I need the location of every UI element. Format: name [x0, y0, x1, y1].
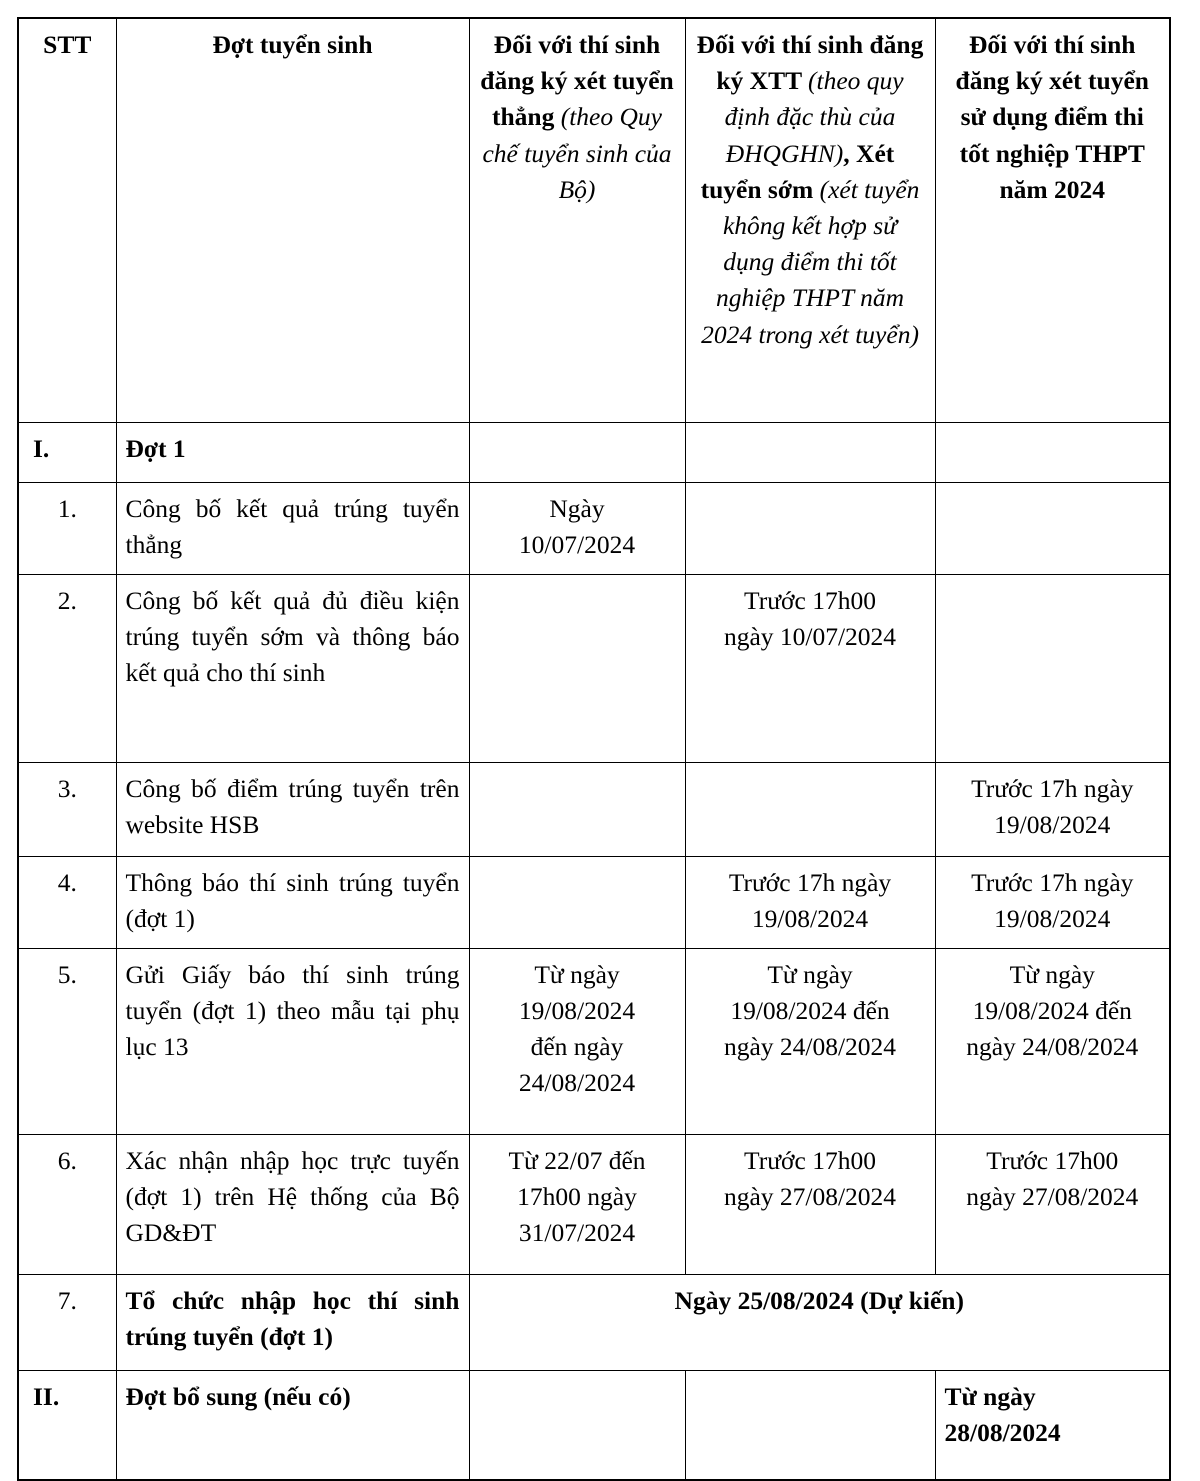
row-task: Công bố kết quả trúng tuyển thẳng — [116, 482, 469, 574]
table-row — [18, 856, 1170, 948]
table-row — [18, 1370, 1170, 1480]
value-line: 19/08/2024 đến — [972, 995, 1132, 1025]
value-line: Trước 17h00 — [744, 1145, 876, 1175]
row-direct-admission — [469, 1134, 685, 1274]
row-direct-admission — [469, 482, 685, 574]
column-header-early-admission-label: Đối với thí sinh đăng ký XTT (theo quy định đặc thù của ĐHQGHN), Xét tuyển sớm (xét tuyển không kết hợp sử dụng điểm thi tốt nghiệp THPT năm 2024 trong xét tuyển) — [696, 30, 924, 349]
header-row — [18, 18, 1170, 422]
table-row — [18, 1274, 1170, 1370]
table-header — [18, 18, 1170, 422]
row-thpt-score — [935, 856, 1170, 948]
row-early-admission — [685, 762, 935, 856]
value-line: đến ngày — [530, 1031, 624, 1061]
value-line: Trước 17h00 — [744, 585, 876, 615]
table-row — [18, 948, 1170, 1134]
column-header-direct-admission-label: Đối với thí sinh đăng ký xét tuyển thẳng (theo Quy chế tuyển sinh của Bộ) — [480, 30, 674, 204]
column-header-direct-admission — [469, 18, 685, 422]
row-task: Tổ chức nhập học thí sinh trúng tuyển (đợt 1) — [116, 1274, 469, 1370]
column-header-early-admission — [685, 18, 935, 422]
row-stt: 1. — [18, 482, 116, 574]
row-direct-admission — [469, 856, 685, 948]
row-task: Công bố kết quả đủ điều kiện trúng tuyển sớm và thông báo kết quả cho thí sinh — [116, 574, 469, 762]
column-header-stt-label: STT — [43, 30, 92, 59]
value-line: 28/08/2024 — [944, 1417, 1061, 1447]
value-line: ngày 10/07/2024 — [723, 621, 897, 651]
row-thpt-score — [935, 1134, 1170, 1274]
row-direct-admission — [469, 762, 685, 856]
row-task: Thông báo thí sinh trúng tuyển (đợt 1) — [116, 856, 469, 948]
value-line: Trước 17h00 — [986, 1145, 1119, 1175]
row-task: Đợt 1 — [116, 422, 469, 482]
value-line: 19/08/2024 đến — [730, 995, 890, 1025]
value-line: ngày 27/08/2024 — [723, 1181, 897, 1211]
row-thpt-score — [935, 1370, 1170, 1480]
value-line: Ngày — [549, 493, 605, 523]
row-stt: II. — [18, 1370, 116, 1480]
row-early-admission — [685, 482, 935, 574]
table-row — [18, 762, 1170, 856]
row-thpt-score — [935, 762, 1170, 856]
row-early-admission — [685, 574, 935, 762]
table-row — [18, 482, 1170, 574]
row-task: Xác nhận nhập học trực tuyến (đợt 1) trên Hệ thống của Bộ GD&ĐT — [116, 1134, 469, 1274]
row-early-admission — [685, 856, 935, 948]
table-body — [18, 422, 1170, 1480]
row-stt: 2. — [18, 574, 116, 762]
row-merged-value: Ngày 25/08/2024 (Dự kiến) — [469, 1274, 1170, 1370]
row-early-admission — [685, 1134, 935, 1274]
row-task: Đợt bổ sung (nếu có) — [116, 1370, 469, 1480]
value-line: 19/08/2024 — [751, 903, 869, 933]
column-header-stt — [18, 18, 116, 422]
value-line: ngày 24/08/2024 — [723, 1031, 897, 1061]
value-line: ngày 27/08/2024 — [966, 1181, 1139, 1211]
value-line: Trước 17h ngày — [971, 773, 1134, 803]
row-thpt-score — [935, 482, 1170, 574]
row-stt: I. — [18, 422, 116, 482]
value-line: 19/08/2024 — [994, 809, 1111, 839]
row-stt: 6. — [18, 1134, 116, 1274]
row-stt: 5. — [18, 948, 116, 1134]
value-line: Từ ngày — [534, 959, 620, 989]
table-row — [18, 574, 1170, 762]
row-direct-admission — [469, 422, 685, 482]
value-line: Từ 22/07 đến — [508, 1145, 646, 1175]
row-thpt-score — [935, 948, 1170, 1134]
column-header-thpt-score — [935, 18, 1170, 422]
row-stt: 7. — [18, 1274, 116, 1370]
row-stt: 3. — [18, 762, 116, 856]
table-row — [18, 1134, 1170, 1274]
value-line: Trước 17h ngày — [728, 867, 892, 897]
row-thpt-score — [935, 574, 1170, 762]
value-line: 17h00 ngày — [517, 1181, 637, 1211]
value-line: Từ ngày — [1009, 959, 1095, 989]
row-early-admission — [685, 422, 935, 482]
value-line: Từ ngày — [767, 959, 853, 989]
value-line: Từ ngày — [944, 1381, 1036, 1411]
row-direct-admission — [469, 1370, 685, 1480]
value-line: 31/07/2024 — [518, 1217, 636, 1247]
column-header-thpt-score-label: Đối với thí sinh đăng ký xét tuyển sử dụng điểm thi tốt nghiệp THPT năm 2024 — [955, 30, 1149, 204]
value-line: 10/07/2024 — [518, 529, 636, 559]
row-early-admission — [685, 948, 935, 1134]
row-task: Gửi Giấy báo thí sinh trúng tuyển (đợt 1) theo mẫu tại phụ lục 13 — [116, 948, 469, 1134]
row-direct-admission — [469, 574, 685, 762]
value-line: 24/08/2024 — [518, 1068, 636, 1098]
row-thpt-score — [935, 422, 1170, 482]
value-line: Trước 17h ngày — [971, 867, 1134, 897]
row-stt: 4. — [18, 856, 116, 948]
value-line: 19/08/2024 — [518, 995, 636, 1025]
value-line: ngày 24/08/2024 — [966, 1031, 1139, 1061]
admissions-schedule-table — [17, 17, 1171, 1481]
row-early-admission — [685, 1370, 935, 1480]
value-line: 19/08/2024 — [994, 903, 1111, 933]
row-direct-admission — [469, 948, 685, 1134]
table-row — [18, 422, 1170, 482]
column-header-task — [116, 18, 469, 422]
row-task: Công bố điểm trúng tuyển trên website HSB — [116, 762, 469, 856]
column-header-task-label: Đợt tuyển sinh — [212, 30, 373, 59]
